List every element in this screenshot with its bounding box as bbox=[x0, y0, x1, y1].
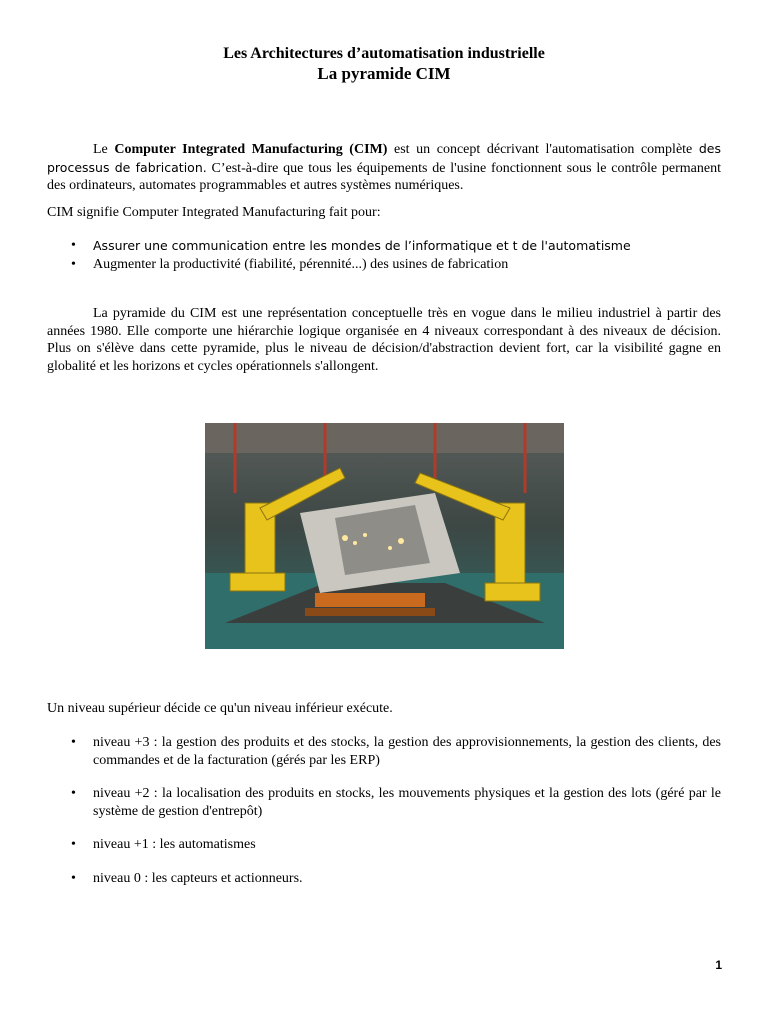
bullet-icon: • bbox=[71, 837, 76, 852]
robot-assembly-line-photo bbox=[205, 423, 564, 649]
intro-bold-term: Computer Integrated Manufacturing (CIM) bbox=[114, 142, 388, 157]
list-item bbox=[47, 256, 721, 274]
bullet-icon: • bbox=[71, 870, 76, 886]
document-subtitle: La pyramide CIM bbox=[317, 64, 451, 83]
levels-intro: Un niveau supérieur décide ce qu'un niveau inférieur exécute. bbox=[47, 701, 393, 716]
level-text: niveau +3 : la gestion des produits et des stocks, la gestion des approvisionnements, la gestion des clients, des commandes et de la facturation (gérés par les ERP) bbox=[93, 735, 721, 768]
bullet-icon: • bbox=[71, 256, 76, 272]
bullet-icon: • bbox=[71, 735, 76, 750]
level-text: niveau +1 : les automatismes bbox=[93, 837, 256, 852]
pyramid-paragraph: La pyramide du CIM est une représentation conceptuelle très en vogue dans le milieu industriel à partir des années 1980. Elle comporte une hiérarchie logique organisée en 4 niveaux correspondant à des niveaux de décision. Plus on s'élève dans cette pyramide, plus le niveau de décision/d'abstraction devient fort, car la visibilité gagne en globalité et les horizons et cycles opérationnels s'allongent. bbox=[47, 306, 721, 374]
levels-list bbox=[47, 734, 721, 887]
list-item bbox=[47, 734, 721, 769]
intro-mixed-font-text: des processus de fabrication. bbox=[47, 141, 722, 175]
bullet-icon: • bbox=[71, 238, 76, 253]
intro-text: est un concept décrivant l'automatisation complète bbox=[387, 142, 693, 157]
list-item bbox=[47, 836, 721, 854]
document-title: Les Architectures d’automatisation industrielle bbox=[223, 45, 545, 62]
level-text: niveau 0 : les capteurs et actionneurs. bbox=[93, 870, 303, 886]
cim-definition-line: CIM signifie Computer Integrated Manufacturing fait pour: bbox=[47, 205, 381, 220]
list-item bbox=[47, 785, 721, 820]
goal-text: Augmenter la productivité (fiabilité, pérennité...) des usines de fabrication bbox=[93, 256, 509, 272]
bullet-icon: • bbox=[71, 786, 76, 801]
list-item bbox=[47, 237, 721, 256]
intro-text-continued: C’est-à-dire que tous les équipements de l'usine fonctionnent sous le contrôle permanent des ordinateurs, automates programmables et autres systèmes numériques. bbox=[47, 160, 721, 193]
goal-text: Assurer une communication entre les mondes de l’informatique et t de l'automatisme bbox=[93, 238, 631, 253]
page-number: 1 bbox=[715, 958, 722, 972]
intro-lead: Le bbox=[93, 142, 115, 157]
list-item bbox=[47, 870, 721, 888]
intro-paragraph bbox=[47, 140, 721, 195]
level-text: niveau +2 : la localisation des produits en stocks, les mouvements physiques et la gestion des lots (géré par le système de gestion d'entrepôt) bbox=[93, 786, 721, 819]
goals-list bbox=[47, 237, 721, 273]
